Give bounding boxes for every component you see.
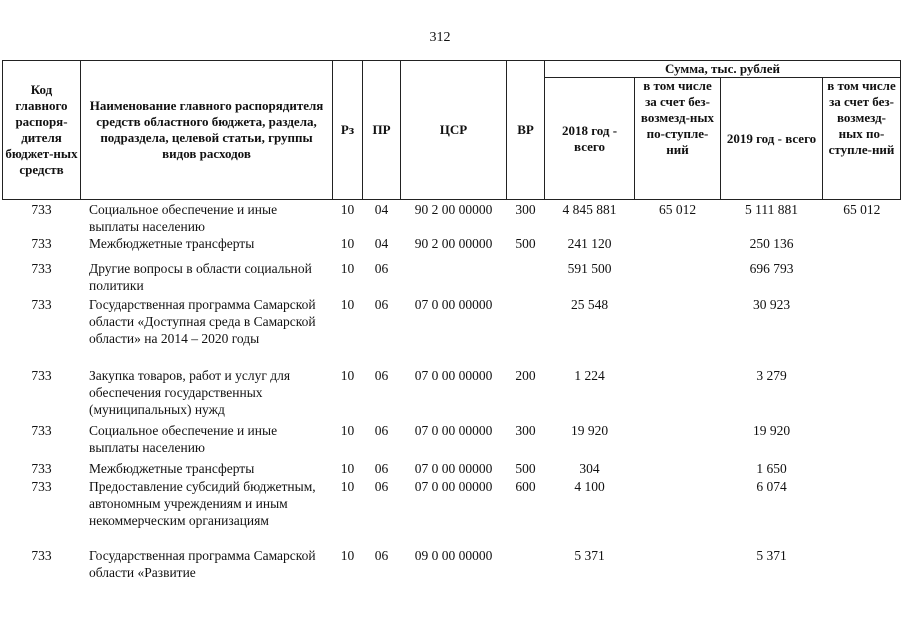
cell-name: Социальное обеспечение и иные выплаты населению bbox=[89, 202, 278, 234]
page-number: 312 bbox=[429, 30, 451, 45]
cell-pr: 04 bbox=[374, 236, 389, 251]
cell-2018-gratuitous bbox=[635, 296, 721, 367]
cell-name: Государственная программа Самарской области «Доступная среда в Самарской области» на 2014 – 2020 годы bbox=[89, 297, 316, 346]
cell-code: 733 bbox=[31, 261, 52, 276]
cell-2018-gratuitous bbox=[635, 235, 721, 260]
cell-2018-gratuitous: 65 012 bbox=[658, 202, 697, 217]
cell-2019-gratuitous bbox=[823, 422, 901, 460]
header-csr: ЦСР bbox=[401, 61, 507, 200]
cell-rz: 10 bbox=[340, 236, 355, 251]
cell-code: 733 bbox=[31, 297, 52, 312]
header-2018-gratuitous: в том числе за счет без-возмезд-ных по-ступле-ний bbox=[635, 78, 721, 200]
cell-vr bbox=[507, 260, 545, 296]
cell-vr: 200 bbox=[515, 368, 536, 383]
cell-pr: 06 bbox=[374, 423, 389, 438]
cell-rz: 10 bbox=[340, 261, 355, 276]
cell-code: 733 bbox=[31, 202, 52, 217]
cell-csr: 07 0 00 00000 bbox=[414, 368, 493, 383]
cell-name: Другие вопросы в области социальной политики bbox=[89, 261, 312, 293]
cell-vr: 500 bbox=[515, 236, 536, 251]
cell-pr: 06 bbox=[374, 261, 389, 276]
cell-rz: 10 bbox=[340, 368, 355, 383]
cell-code: 733 bbox=[31, 461, 52, 476]
header-vr: ВР bbox=[507, 61, 545, 200]
cell-csr: 07 0 00 00000 bbox=[414, 461, 493, 476]
cell-2019-total: 19 920 bbox=[752, 423, 791, 438]
cell-name: Закупка товаров, работ и услуг для обеспечения государственных (муниципальных) нужд bbox=[89, 368, 291, 417]
cell-2018-gratuitous bbox=[635, 367, 721, 422]
header-name: Наименование главного распорядителя средств областного бюджета, раздела, подраздела, целевой статьи, группы видов расходов bbox=[81, 61, 333, 200]
cell-pr: 06 bbox=[374, 297, 389, 312]
header-code: Код главного распоря-дителя бюджет-ных средств bbox=[3, 61, 81, 200]
cell-rz: 10 bbox=[340, 297, 355, 312]
cell-2019-gratuitous bbox=[823, 235, 901, 260]
cell-code: 733 bbox=[31, 479, 52, 494]
cell-2018-total: 4 100 bbox=[574, 479, 605, 494]
cell-2019-total: 696 793 bbox=[749, 261, 794, 276]
cell-name: Государственная программа Самарской области «Развитие bbox=[89, 548, 316, 580]
budget-table bbox=[2, 60, 901, 583]
table-row bbox=[3, 547, 901, 583]
cell-pr: 06 bbox=[374, 461, 389, 476]
cell-2018-total: 4 845 881 bbox=[562, 202, 617, 217]
cell-name: Межбюджетные трансферты bbox=[89, 461, 255, 476]
cell-2019-total: 5 371 bbox=[756, 548, 787, 563]
cell-name: Межбюджетные трансферты bbox=[89, 236, 255, 251]
cell-csr: 90 2 00 00000 bbox=[414, 236, 493, 251]
cell-2019-gratuitous bbox=[823, 296, 901, 367]
cell-2018-total: 591 500 bbox=[567, 261, 612, 276]
table-row bbox=[3, 422, 901, 460]
cell-2018-total: 5 371 bbox=[574, 548, 605, 563]
cell-code: 733 bbox=[31, 236, 52, 251]
cell-2019-gratuitous: 65 012 bbox=[843, 202, 881, 217]
header-rz: Рз bbox=[333, 61, 363, 200]
cell-rz: 10 bbox=[340, 548, 355, 563]
cell-csr: 07 0 00 00000 bbox=[414, 423, 493, 438]
cell-2018-gratuitous bbox=[635, 478, 721, 547]
table-row bbox=[3, 235, 901, 260]
cell-2018-total: 304 bbox=[579, 461, 600, 476]
cell-vr bbox=[507, 547, 545, 583]
cell-code: 733 bbox=[31, 368, 52, 383]
cell-2019-total: 30 923 bbox=[752, 297, 791, 312]
table-row bbox=[3, 367, 901, 422]
cell-pr: 06 bbox=[374, 479, 389, 494]
header-2019-gratuitous: в том числе за счет без-возмезд-ных по-ступле-ний bbox=[823, 78, 901, 200]
cell-2019-gratuitous bbox=[823, 260, 901, 296]
cell-code: 733 bbox=[31, 548, 52, 563]
cell-vr: 500 bbox=[515, 461, 536, 476]
cell-pr: 06 bbox=[374, 548, 389, 563]
cell-rz: 10 bbox=[340, 423, 355, 438]
cell-2018-total: 1 224 bbox=[574, 368, 605, 383]
cell-vr bbox=[507, 296, 545, 367]
header-sum: Сумма, тыс. рублей bbox=[545, 61, 901, 78]
cell-pr: 06 bbox=[374, 368, 389, 383]
cell-2019-total: 5 111 881 bbox=[745, 202, 798, 217]
cell-vr: 300 bbox=[515, 202, 536, 217]
cell-2018-gratuitous bbox=[635, 547, 721, 583]
cell-2019-total: 6 074 bbox=[756, 479, 787, 494]
header-2018-total: 2018 год - всего bbox=[545, 78, 635, 200]
header-2019-total: 2019 год - всего bbox=[721, 78, 823, 200]
cell-code: 733 bbox=[31, 423, 52, 438]
cell-rz: 10 bbox=[340, 461, 355, 476]
cell-pr: 04 bbox=[374, 202, 389, 217]
cell-rz: 10 bbox=[340, 202, 355, 217]
cell-2018-gratuitous bbox=[635, 460, 721, 478]
cell-2018-total: 19 920 bbox=[570, 423, 609, 438]
cell-csr: 90 2 00 00000 bbox=[414, 202, 493, 217]
cell-2019-total: 250 136 bbox=[749, 236, 794, 251]
cell-2019-gratuitous bbox=[823, 460, 901, 478]
cell-vr: 300 bbox=[515, 423, 536, 438]
table-row bbox=[3, 478, 901, 547]
cell-2019-gratuitous bbox=[823, 547, 901, 583]
cell-2019-gratuitous bbox=[823, 478, 901, 547]
cell-2018-total: 241 120 bbox=[567, 236, 612, 251]
table-row bbox=[3, 260, 901, 296]
cell-csr: 09 0 00 00000 bbox=[414, 548, 493, 563]
cell-2019-total: 1 650 bbox=[756, 461, 787, 476]
table-row bbox=[3, 296, 901, 367]
table-row bbox=[3, 460, 901, 478]
cell-csr: 07 0 00 00000 bbox=[414, 297, 493, 312]
header-pr: ПР bbox=[363, 61, 401, 200]
cell-2018-total: 25 548 bbox=[570, 297, 609, 312]
cell-csr: 07 0 00 00000 bbox=[414, 479, 493, 494]
cell-name: Социальное обеспечение и иные выплаты населению bbox=[89, 423, 278, 455]
cell-vr: 600 bbox=[515, 479, 536, 494]
table-row bbox=[3, 200, 901, 236]
cell-2019-total: 3 279 bbox=[756, 368, 787, 383]
cell-2019-gratuitous bbox=[823, 367, 901, 422]
cell-2018-gratuitous bbox=[635, 260, 721, 296]
cell-2018-gratuitous bbox=[635, 422, 721, 460]
cell-name: Предоставление субсидий бюджетным, автономным учреждениям и иным некоммерческим организациям bbox=[89, 479, 316, 528]
cell-csr bbox=[401, 260, 507, 296]
cell-rz: 10 bbox=[340, 479, 355, 494]
